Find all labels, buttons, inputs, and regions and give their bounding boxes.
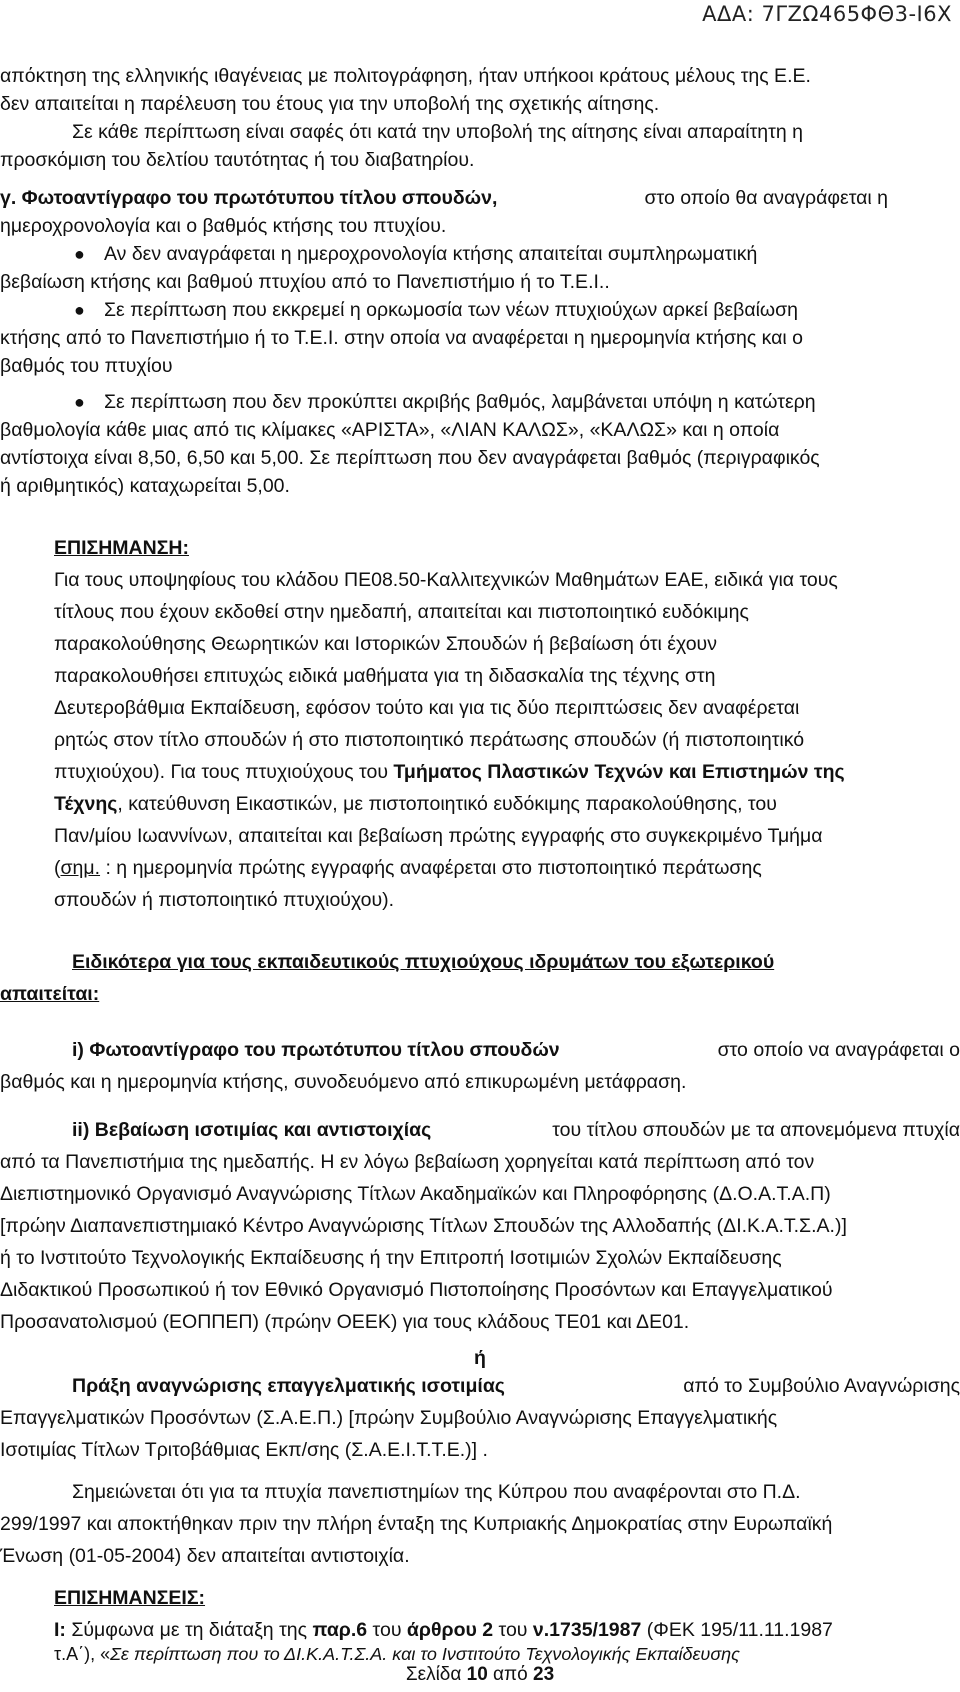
text-line: παρακολουθήσει επιτυχώς ειδικά μαθήματα για τη διδασκαλία της τέχνης στη — [54, 665, 716, 687]
text-line: Προσανατολισμού (ΕΟΠΠΕΠ) (πρώην ΟΕΕΚ) για τους κλάδους ΤΕ01 και ΔΕ01. — [0, 1311, 690, 1333]
text-line: βαθμός του πτυχίου — [0, 355, 173, 377]
ada-code: ΑΔΑ: 7ΓΖΩ465ΦΘ3-Ι6Χ — [702, 2, 952, 26]
page-total: 23 — [533, 1664, 555, 1685]
text-line: απόκτηση της ελληνικής ιθαγένειας με πολιτογράφηση, ήταν υπήκοοι κράτους μέλους της Ε.Ε. — [0, 65, 811, 87]
text-line: 299/1997 και αποκτήθηκαν πριν την πλήρη ένταξη της Κυπριακής Δημοκρατίας στην Ευρωπαϊκή — [0, 1513, 833, 1535]
text-line: ii) Βεβαίωση ισοτιμίας και αντιστοιχίας του τίτλου σπουδών με τα απονεμόμενα πτυχία — [72, 1119, 960, 1141]
g-rest: στο οποίο θα αναγράφεται η — [644, 187, 888, 209]
apaiteitai-heading: απαιτείται: — [0, 983, 100, 1005]
text-line: ημεροχρονολογία και ο βαθμός κτήσης του πτυχίου. — [0, 215, 447, 237]
text-line: ρητώς στον τίτλο σπουδών ή στο πιστοποιητικό περάτωσης σπουδών (ή πιστοποιητικό — [54, 729, 805, 751]
text-line: Σημειώνεται ότι για τα πτυχία πανεπιστημίων της Κύπρου που αναφέρονται στο Π.Δ. — [72, 1481, 801, 1503]
text-line: Πράξη αναγνώρισης επαγγελματικής ισοτιμίας από το Συμβούλιο Αναγνώρισης — [72, 1375, 960, 1397]
text-line: βαθμός και η ημερομηνία κτήσης, συνοδευόμενο από επικυρωμένη μετάφραση. — [0, 1071, 687, 1093]
text-line: σπουδών ή πιστοποιητικό πτυχιούχου). — [54, 889, 395, 911]
g-title: γ. Φωτοαντίγραφο του πρωτότυπου τίτλου σπουδών, — [0, 187, 498, 209]
text-line: παρακολούθησης Θεωρητικών και Ιστορικών Σπουδών ή βεβαίωση ότι έχουν — [54, 633, 717, 655]
text-line: δεν απαιτείται η παρέλευση του έτους για την υποβολή της σχετικής αίτησης. — [0, 93, 660, 115]
episimanseis-heading: ΕΠΙΣΗΜΑΝΣΕΙΣ: — [54, 1587, 206, 1609]
bullet-icon: ● — [74, 244, 85, 264]
text-line: βεβαίωση κτήσης και βαθμού πτυχίου από το Πανεπιστήμιο ή το Τ.Ε.Ι.. — [0, 271, 610, 293]
text-line: Δευτεροβάθμια Εκπαίδευση, εφόσον τούτο και για τις δύο περιπτώσεις δεν αναφέρεται — [54, 697, 800, 719]
text-line: Ένωση (01-05-2004) δεν απαιτείται αντιστοιχία. — [0, 1545, 410, 1567]
text-line: πτυχιούχου). Για τους πτυχιούχους του Τμήματος Πλαστικών Τεχνών και Επιστημών της — [54, 761, 845, 783]
text-line: [πρώην Διαπανεπιστημιακό Κέντρο Αναγνώρισης Τίτλων Σπουδών της Αλλοδαπής (ΔΙ.Κ.Α.Τ.Σ.Α.)] — [0, 1215, 847, 1237]
text-line: τίτλους που έχουν εκδοθεί στην ημεδαπή, απαιτείται και πιστοποιητικό ευδόκιμης — [54, 601, 749, 623]
text-line: αντίστοιχα είναι 8,50, 6,50 και 5,00. Σε περίπτωση που δεν αναγράφεται βαθμός (περιγραφικός — [0, 447, 820, 469]
bullet-icon: ● — [74, 392, 85, 412]
text-line: ή αριθμητικός) καταχωρείται 5,00. — [0, 475, 290, 497]
paragraph-g-line — [0, 186, 960, 211]
episimansi-heading: ΕΠΙΣΗΜΑΝΣΗ: — [54, 537, 189, 559]
page-number: 10 — [466, 1664, 488, 1685]
or-separator: ή — [474, 1347, 486, 1369]
text-line: Διεπιστημονικό Οργανισμό Αναγνώρισης Τίτλων Ακαδημαϊκών και Πληροφόρησης (Δ.Ο.Α.Τ.Α.Π) — [0, 1183, 831, 1205]
text-line: Σε κάθε περίπτωση είναι σαφές ότι κατά την υποβολή της αίτησης είναι απαραίτητη η — [72, 121, 803, 143]
eidikotera-heading: Ειδικότερα για τους εκπαιδευτικούς πτυχιούχους ιδρυμάτων του εξωτερικού — [72, 951, 775, 973]
text-line: Παν/μίου Ιωαννίνων, απαιτείται και βεβαίωση πρώτης εγγραφής στο συγκεκριμένο Τμήμα — [54, 825, 823, 847]
text-line: κτήσης από το Πανεπιστήμιο ή το Τ.Ε.Ι. στην οποία να αναφέρεται η ημερομηνία κτήσης και ο — [0, 327, 804, 349]
text-line: (σημ. : η ημερομηνία πρώτης εγγραφής αναφέρεται στο πιστοποιητικό περάτωσης — [54, 857, 762, 879]
text-line: ή το Ινστιτούτο Τεχνολογικής Εκπαίδευσης ή την Επιτροπή Ισοτιμιών Σχολών Εκπαίδευσης — [0, 1247, 782, 1269]
bullet-icon: ● — [74, 300, 85, 320]
text-line: Ισοτιμίας Τίτλων Τριτοβάθμιας Εκπ/σης (Σ.Α.Ε.Ι.Τ.Τ.Ε.)] . — [0, 1439, 488, 1461]
text-line: Διδακτικού Προσωπικού ή τον Εθνικό Οργανισμό Πιστοποίησης Προσόντων και Επαγγελματικού — [0, 1279, 833, 1301]
text-line: Αν δεν αναγράφεται η ημεροχρονολογία κτήσης απαιτείται συμπληρωματική — [104, 243, 758, 265]
text-line: προσκόμιση του δελτίου ταυτότητας ή του διαβατηρίου. — [0, 149, 475, 171]
text-line: Για τους υποψηφίους του κλάδου ΠΕ08.50-Καλλιτεχνικών Μαθημάτων ΕΑΕ, ειδικά για τους — [54, 569, 838, 591]
praxi-title: Πράξη αναγνώρισης επαγγελματικής ισοτιμίας — [72, 1375, 505, 1397]
text-line: Τέχνης, κατεύθυνση Εικαστικών, με πιστοποιητικό ευδόκιμης παρακολούθησης, του — [54, 793, 777, 815]
item-ii-title: ii) Βεβαίωση ισοτιμίας και αντιστοιχίας — [72, 1119, 432, 1141]
text-line: Σε περίπτωση που εκκρεμεί η ορκωμοσία των νέων πτυχιούχων αρκεί βεβαίωση — [104, 299, 799, 321]
text-line: βαθμολογία κάθε μιας από τις κλίμακες «ΑΡΙΣΤΑ», «ΛΙΑΝ ΚΑΛΩΣ», «ΚΑΛΩΣ» και η οποία — [0, 419, 780, 441]
text-line: i) Φωτοαντίγραφο του πρωτότυπου τίτλου σπουδών στο οποίο να αναγράφεται ο — [72, 1039, 960, 1061]
text-line: Ι: Σύμφωνα με τη διάταξη της παρ.6 του άρθρου 2 του ν.1735/1987 (ΦΕΚ 195/11.11.1987 — [54, 1619, 833, 1641]
text-line: Επαγγελματικών Προσόντων (Σ.Α.Ε.Π.) [πρώην Συμβούλιο Αναγνώρισης Επαγγελματικής — [0, 1407, 778, 1429]
department-name: Τμήματος Πλαστικών Τεχνών και Επιστημών της — [393, 761, 845, 783]
text-line: τ.Α΄), «Σε περίπτωση που το ΔΙ.Κ.Α.Τ.Σ.Α. και το Ινστιτούτο Τεχνολογικής Εκπαίδευσης — [54, 1644, 740, 1664]
page-footer: Σελίδα 10 από 23 — [405, 1664, 555, 1685]
item-i-title: i) Φωτοαντίγραφο του πρωτότυπου τίτλου σπουδών — [72, 1039, 560, 1061]
text-line: Σε περίπτωση που δεν προκύπτει ακριβής βαθμός, λαμβάνεται υπόψη η κατώτερη — [104, 391, 816, 413]
text-line: από τα Πανεπιστήμια της ημεδαπής. Η εν λόγω βεβαίωση χορηγείται κατά περίπτωση από τον — [0, 1151, 815, 1173]
